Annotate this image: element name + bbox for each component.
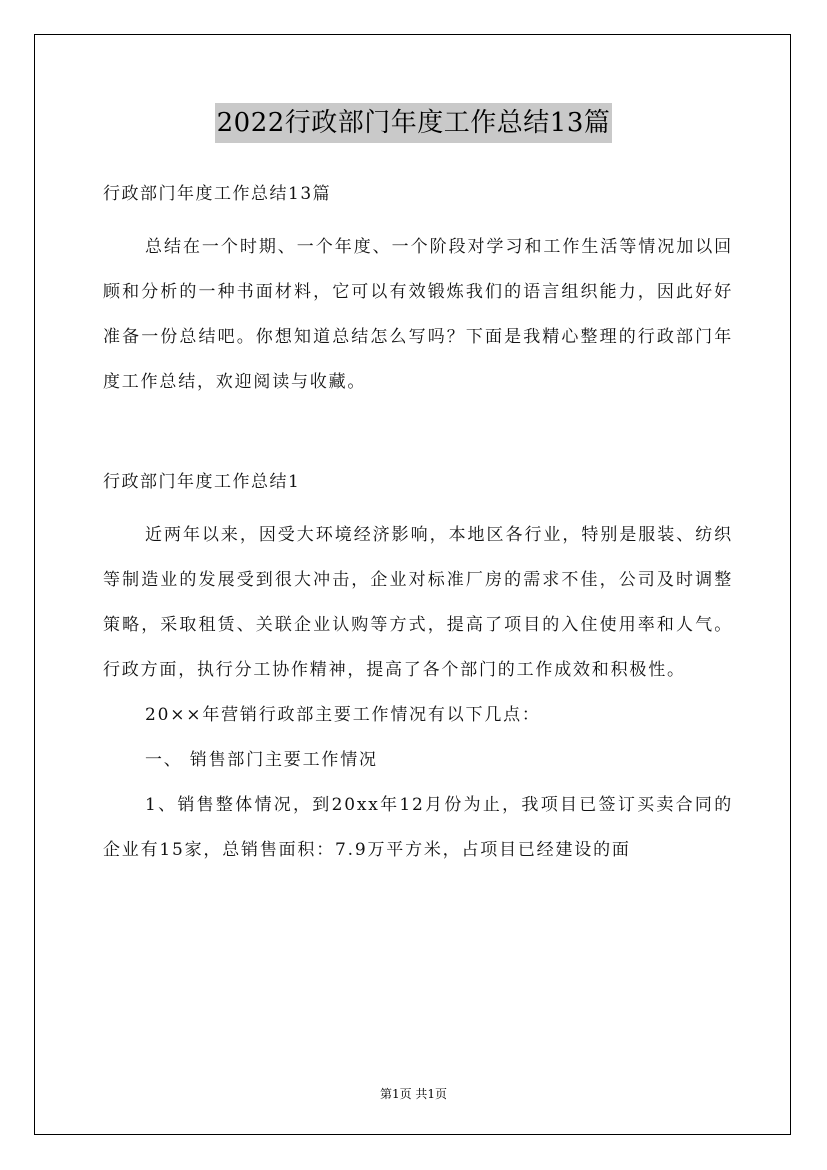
spacer [103,505,733,513]
document-title: 2022行政部门年度工作总结13篇 [215,103,613,143]
section1-paragraph-1: 近两年以来，因受大环境经济影响，本地区各行业，特别是服装、纺织等制造业的发展受到很大冲击，企业对标准厂房的需求不佳，公司及时调整策略，采取租赁、关联企业认购等方式，提高了项目的入住使用率和人气。行政方面，执行分工协作精神，提高了各个部门的工作成效和积极性。 [103,525,733,680]
intro-paragraph: 总结在一个时期、一个年度、一个阶段对学习和工作生活等情况加以回顾和分析的一种书面材料，它可以有效锻炼我们的语言组织能力，因此好好准备一份总结吧。你想知道总结怎么写吗？下面是我精心整理的行政部门年度工作总结，欢迎阅读与收藏。 [103,237,733,392]
title-container [0,103,827,143]
page-number: 第1页 共1页 [379,1087,448,1101]
section1-paragraph-3: 1、销售整体情况，到20xx年12月份为止，我项目已签订买卖合同的企业有15家，总销售面积：7.9万平方米，占项目已经建设的面 [103,795,733,860]
section1-heading: 行政部门年度工作总结1 [103,472,301,492]
page-footer [0,1085,827,1102]
section1-subheading: 一、 销售部门主要工作情况 [145,750,378,770]
spacer [103,217,733,225]
intro-heading: 行政部门年度工作总结13篇 [103,184,332,204]
section-gap [103,405,733,460]
section1-paragraph-2: 20××年营销行政部主要工作情况有以下几点： [145,705,541,725]
document-body [103,172,733,873]
